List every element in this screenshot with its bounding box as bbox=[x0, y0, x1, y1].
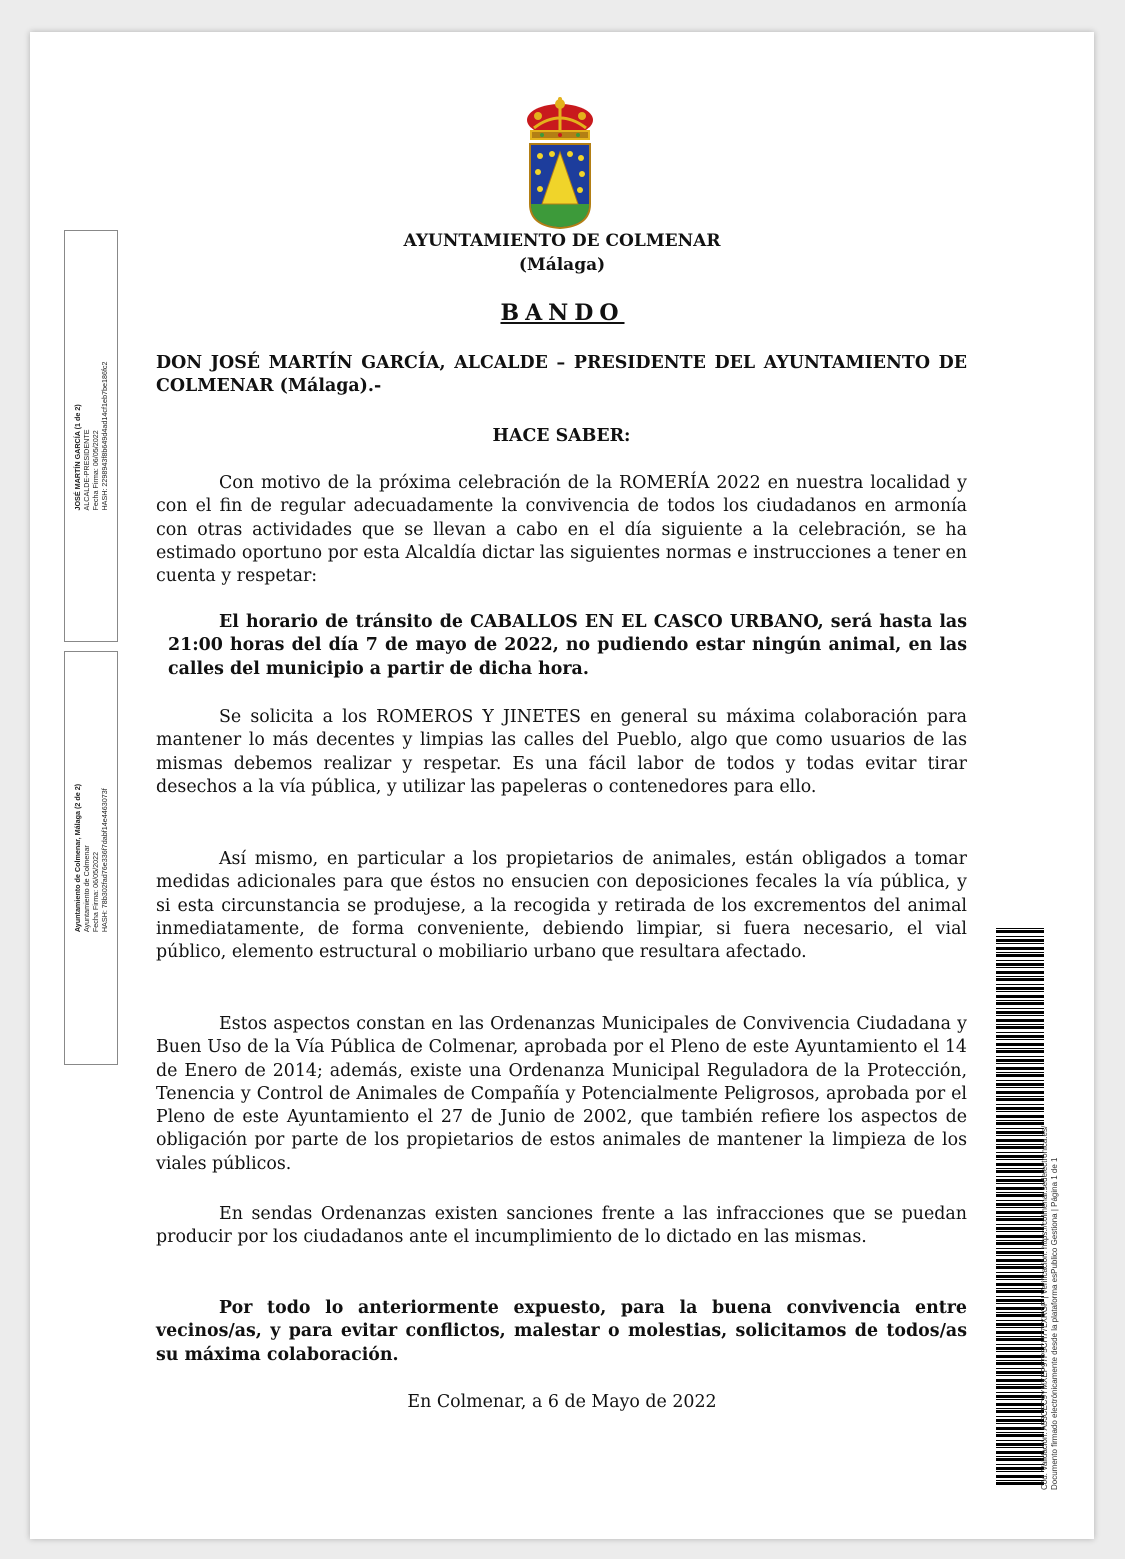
coat-of-arms-icon bbox=[524, 96, 596, 230]
closing-paragraph: Por todo lo anteriormente expuesto, para la buena convivencia entre vecinos/as, y para evitar conflictos, malestar o molestias, solicitamos de todos/as su máxima colaboración. bbox=[156, 1298, 967, 1365]
signature-box-2 bbox=[64, 651, 118, 1065]
barcode-icon bbox=[996, 928, 1044, 1488]
signature-name: JOSÉ MARTÍN GARCÍA (1 de 2) bbox=[73, 404, 82, 511]
signature-date: Fecha Firma: 06/05/2022 bbox=[91, 430, 100, 511]
verification-text bbox=[1040, 1126, 1060, 1490]
hace-saber-heading: HACE SABER: bbox=[492, 426, 631, 446]
document-title: BANDO bbox=[500, 300, 625, 326]
signature-hash: HASH: 2298943f8b649d4ad14cf1eb7be186fc2 bbox=[100, 361, 109, 511]
animal-owners-paragraph: Así mismo, en particular a los propietarios de animales, están obligados a tomar medidas adicionales para que éstos no ensucien con deposiciones fecales la vía pública, y si esta circunstancia se produjese, a la recogida y retirada de los excrementos del animal inmediatamente, de forma conveniente, debiendo limpiar, si fuera necesario, el vial público, elemento estructural o mobiliario urbano que resultara afectado. bbox=[156, 849, 967, 963]
place-date: En Colmenar, a 6 de Mayo de 2022 bbox=[407, 1392, 717, 1412]
issuer-line: DON JOSÉ MARTÍN GARCÍA, ALCALDE – PRESIDENTE DEL AYUNTAMIENTO DE COLMENAR (Málaga).- bbox=[156, 353, 967, 397]
signature-role: Ayuntamiento de Colmenar bbox=[82, 845, 91, 933]
verification-line-1: Cód. Validación: A53CEC9YMXEP97P5CH77LXRGP | Verificación: https://colmenar.sedelectronica.es/ bbox=[1040, 1125, 1049, 1490]
intro-paragraph: Con motivo de la próxima celebración de la ROMERÍA 2022 en nuestra localidad y con el fin de regular adecuadamente la convivencia de todos los ciudadanos en armonía con otras actividades que se llevan a cabo en el día siguiente a la celebración, se ha estimado oportuno por esta Alcaldía dictar las siguientes normas e instrucciones a tener en cuenta y respetar: bbox=[156, 473, 967, 587]
signature-date: Fecha Firma: 06/05/2022 bbox=[91, 851, 100, 933]
signature-name: Ayuntamiento de Colmenar, Málaga (2 de 2) bbox=[73, 783, 82, 933]
verification-line-2: Documento firmado electrónicamente desde la plataforma esPublico Gestiona | Página 1 de 1 bbox=[1050, 1157, 1059, 1490]
signature-hash: HASH: 78b302fad76e336f7dabf14e4463073f bbox=[100, 788, 109, 933]
organization-province: (Málaga) bbox=[518, 255, 606, 275]
sanctions-paragraph: En sendas Ordenanzas existen sanciones frente a las infracciones que se puedan producir por los ciudadanos ante el incumplimiento de lo dictado en las mismas. bbox=[156, 1204, 967, 1248]
horse-schedule-rule: El horario de tránsito de CABALLOS EN EL CASCO URBANO, será hasta las 21:00 horas del día 7 de mayo de 2022, no pudiendo estar ningún animal, en las calles del municipio a partir de dicha hora. bbox=[168, 612, 967, 679]
romeros-paragraph: Se solicita a los ROMEROS Y JINETES en general su máxima colaboración para mantener lo más decentes y limpias las calles del Pueblo, algo que como usuarios de las mismas debemos realizar y respetar. Es una fácil labor de todos y todas evitar tirar desechos a la vía pública, y utilizar las papeleras o contenedores para ello. bbox=[156, 707, 967, 797]
organization-name: AYUNTAMIENTO DE COLMENAR bbox=[403, 231, 721, 251]
signature-role: ALCALDE-PRESIDENTE bbox=[82, 429, 91, 511]
signature-box-1 bbox=[64, 230, 118, 642]
ordinances-paragraph: Estos aspectos constan en las Ordenanzas Municipales de Convivencia Ciudadana y Buen Uso de la Vía Pública de Colmenar, aprobada por el Pleno de este Ayuntamiento el 14 de Enero de 2014; además, existe una Ordenanza Municipal Reguladora de la Protección, Tenencia y Control de Animales de Compañía y Potencialmente Peligrosos, aprobada por el Pleno de este Ayuntamiento el 27 de Junio de 2002, que también refiere los aspectos de obligación por parte de los propietarios de estos animales de mantener la limpieza de los viales públicos. bbox=[156, 1014, 967, 1174]
